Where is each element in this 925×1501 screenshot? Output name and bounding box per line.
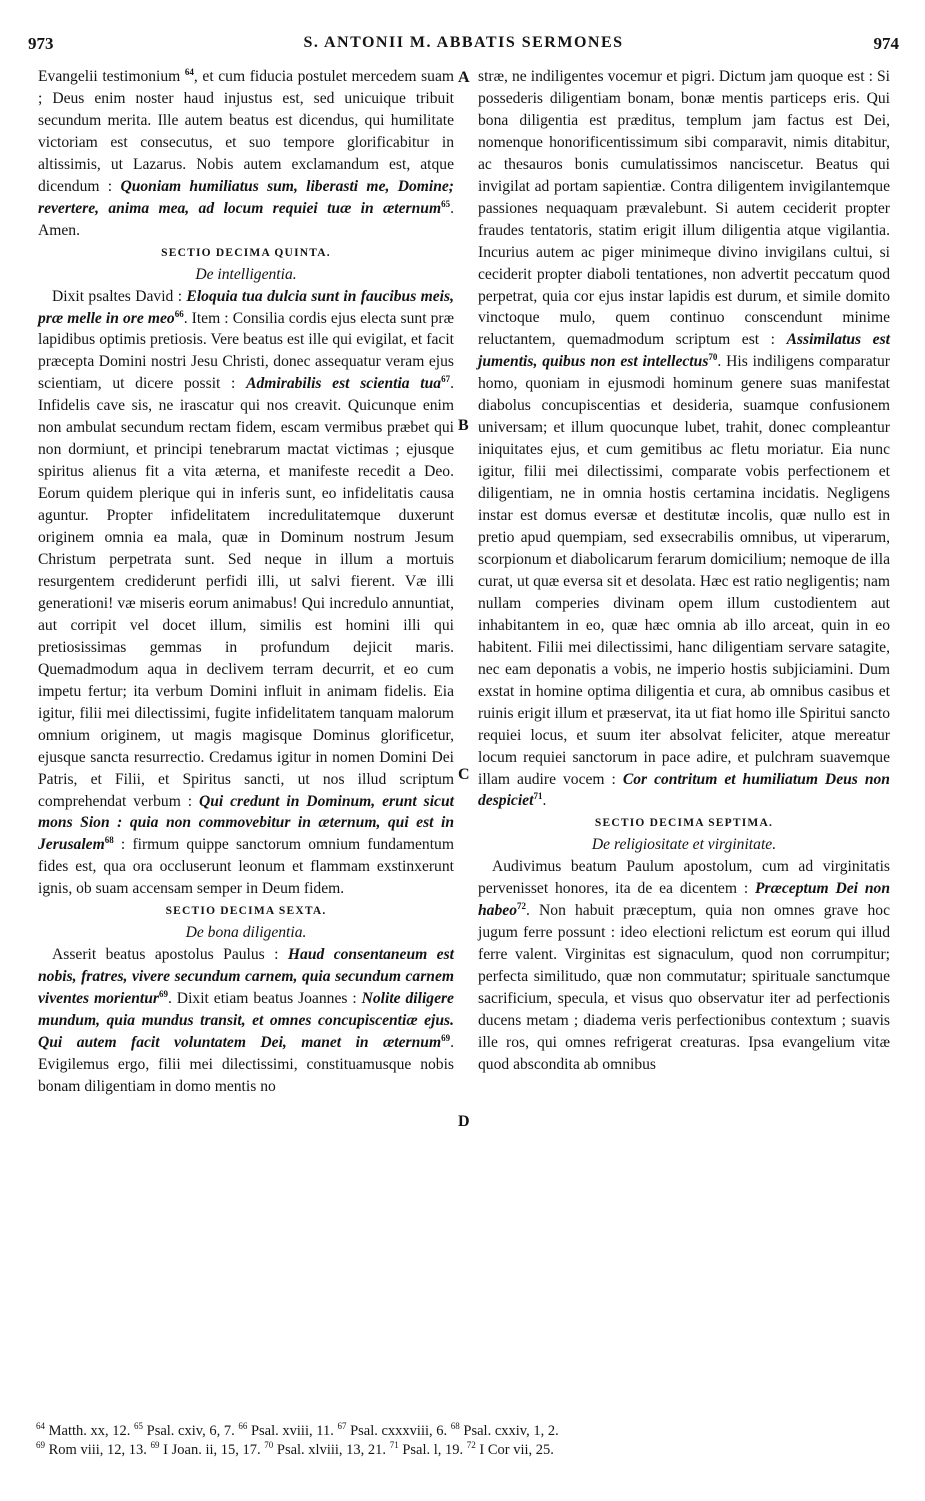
margin-letter-a: A [458,69,470,86]
text-run: . Dixit etiam beatus Joannes : [168,990,362,1008]
text-run: Audivimus beatum Paulum apostolum, cum ad virginitatis pervenisset honores, ita de ea dicentem : [478,858,890,898]
section-heading: SECTIO DECIMA QUINTA. [161,246,331,259]
text-run: Psal. xlviii, 13, 21. [273,1442,390,1458]
right-column [478,66,890,1076]
scripture-quote: Quoniam humiliatus sum, liberasti me, Domine; revertere, anima mea, ad locum requiei tuæ in æternum [38,177,454,217]
footnote-ref: 64 [184,66,194,77]
page-number-right: 974 [873,34,899,53]
footnote-ref: 67 [441,374,451,385]
text-run: . Item : Consilia cordis ejus electa sunt præ lapidibus optimis pretiosis. Vere beatus est ille qui evigilat, et facit præcepta Domini nostri Jesu Christi, donec assequatur veram ejus scientiam, ut dicere possit : [38,309,454,393]
footnote-number: 68 [450,1421,460,1432]
margin-letter-d: D [458,1113,470,1130]
footnote-number: 72 [466,1440,476,1451]
text-run: . Amen. [38,199,454,239]
footnote-ref: 70 [708,352,718,363]
footnote-line [36,1422,899,1441]
scripture-quote: Cor contritum et humiliatum Deus non despiciet [478,770,890,810]
footnote-ref: 69 [441,1032,451,1043]
paragraph [478,66,890,812]
footnote-ref: 72 [516,901,526,912]
scripture-quote: Assimilatus est jumentis, quibus non est intellectus [478,331,890,371]
section-heading: SECTIO DECIMA SEXTA. [165,905,327,918]
footnote-line [36,1441,899,1460]
text-run: . Infidelis cave sis, ne irascatur qui nos creavit. Quicunque enim non ambulat secundum rectam fidem, escam vermibus præbet qui non dormiunt, et principi tenebrarum mactat victimas ; ejusque spiritus alienus fit a vita æterna, et manifeste recedit a Deo. Eorum quidem plerique qui in inferis sunt, eo infidelitatis causa aguntur. Propter infidelitatem incredulitatemque duxerunt originem omnia ea mala, quæ in Dominum nostrum Jesum Christum perpetrata sunt. Sed neque in illum a mortuis resurgentem crediderunt perfidi illi, ut salvi fierent. Væ illi generationi! væ miseris eorum animabus! Qui incredulo annuntiat, aut corripit vel docet illum, similis est homini illi qui pretiosissimas gemmas in profundum dejicit maris. Quemadmodum aqua in declivem terram decurrit, et eo cum impetu fertur; ita verbum Domini influit in animam fidelis. Eia igitur, filii mei dilectissimi, fugite infidelitatem tanquam malorum omnium originem, ut magis magisque Dominus glorificetur, ejusque sancta resurrectio. Credamus igitur in nomen Domini Dei Patris, et Filii, et Spiritus sancti, ut nos illud scriptum comprehendat verbum : [38,375,454,810]
section-subtitle: De bona diligentia. [185,924,307,942]
text-run: . Evigilemus ergo, filii mei dilectissimi, constituamusque nobis bonam diligentiam in domo mentis no [38,1034,454,1095]
footnote-number: 69 [36,1440,45,1451]
footnotes [36,1422,899,1460]
running-title: S. ANTONII M. ABBATIS SERMONES [303,34,624,51]
scripture-quote: Eloquia tua dulcia sunt in faucibus meis, præ melle in ore meo [38,287,454,327]
text-run: . Non habuit præceptum, quia non omnes grave hoc jugum ferre possunt : ideo electioni relictum est eorum qui illud ferre valent. Virginitas est signaculum, quod non corrumpitur; perfecta similitudo, quæ non commutatur; spirituale sanctumque sacrificium, specula, et visus quo observatur iter ad perfectionis ducens metam ; diadema veris perfectionibus contextum ; suavis ille ros, qui omnes refrigerat creaturas. Ipsa evangelium vitæ quod abscondita ab omnibus [478,902,890,1073]
scripture-quote: Qui credunt in Dominum, erunt sicut mons Sion : quia non commovebitur in æternum, qui est in Jerusalem [38,792,454,854]
text-run: Psal. cxxiv, 1, 2. [459,1423,559,1439]
footnote-number: 66 [238,1421,248,1432]
text-run: stræ, ne indiligentes vocemur et pigri. Dictum jam quoque est : Si possederis diligentiam bonam, bonæ mentis particeps eris. Qui bona diligentia est præditus, templum jam factus est Dei, nomenque honorificentissimum sibi comparavit, nimis ditabitur, ac thesauros bonis cumulatissimos nanciscetur. Beatus qui invigilat ad portam sapientiæ. Contra diligentem invigilantemque passiones nequaquam prævalebunt. Si autem ceciderit propter fraudes tentatoris, statim erigit illum diligentia atque vigilantia. Incurius autem ac piger minimeque divino invigilans cultui, si ceciderit propter diaboli tentationes, non advertit peccatum quod perpetrat, quia cor ejus instar lapidis est durum, et simile domito vinctoque mulo, quem continuo conscendunt minime reluctantem, quemadmodum scriptum est : [478,68,890,349]
text-run: Psal. cxxxviii, 6. [346,1423,451,1439]
footnote-ref: 65 [441,198,451,209]
text-run: Psal. cxiv, 6, 7. [143,1423,239,1439]
text-run: . [542,792,547,810]
text-run: , et cum fiducia postulet mercedem suam ; Deus enim noster haud injustus est, sed unicuique tribuit secundum merita. Ille autem beatus est dicendus, qui humilitate victoriam est consecutus, et suo tempore glorificabitur in altissimis, ut Lazarus. Nobis autem exclamandum est, atque dicendum : [38,68,454,195]
footnote-number: 67 [337,1421,347,1432]
text-run: Psal. l, 19. [398,1442,467,1458]
section-heading: SECTIO DECIMA SEPTIMA. [594,817,774,830]
footnote-ref: 69 [159,988,168,999]
scripture-quote: Nolite diligere mundum, quia mundus transit, et omnes concupiscentiæ ejus. Qui autem facit voluntatem Dei, manet in æternum [38,990,454,1052]
text-run: I Joan. ii, 15, 17. [159,1442,265,1458]
footnote-number: 70 [264,1440,274,1451]
left-column [38,66,454,1098]
page-number-left: 973 [28,34,54,53]
running-header [28,34,899,60]
text-run: Matth. xx, 12. [45,1423,135,1439]
footnote-number: 65 [134,1421,144,1432]
text-run: Psal. xviii, 11. [247,1423,338,1439]
margin-letter-b: B [458,417,469,434]
text-run: Evangelii testimonium [38,68,185,85]
footnote-ref: 71 [533,791,543,802]
paragraph [478,856,890,1076]
footnote-number: 71 [389,1440,399,1451]
section-subtitle: De intelligentia. [195,265,297,283]
text-run: : firmum quippe sanctorum omnium fundamentum fides est, qua ora occluserunt leonum et flammam exstinxerunt ignis, ob suam accensam semper in Deum fidem. [38,836,454,898]
text-run: Rom viii, 12, 13. [45,1442,151,1458]
footnote-number: 64 [36,1421,45,1432]
paragraph [38,286,454,901]
text-run: Asserit beatus apostolus Paulus : [52,946,288,964]
text-run: . His indiligens comparatur homo, quoniam in ejusmodi hominum genere suas manifestat diabolus concupiscentias et desideria, suamque confusionem universam; et illum quocunque lubet, trahit, donec compleantur iniquitates ejus, et cum gemitibus ac fletu moriatur. Eia nunc igitur, filii mei dilectissimi, comparate vobis perfectionem et diligentiam, ne in omnia hostis certamina incidatis. Negligens instar est domus eversæ et destitutæ incolis, quæ nullo est in pretio apud quempiam, sed exsecrabilis omnibus, ut viperarum, scorpionum et diabolicarum ferarum domicilium; nemoque de illa curat, ut quæ eversa sit et desolata. Hæc est ratio negligentis; nam nullam comperies divinam opem illum custodientem aut inhabitantem in eo, quæ hæc omnia ab illo arceat, quin in eo habitent. Filii mei dilectissimi, hanc diligentiam servare satagite, nec eam deponatis a vobis, ne imperio hostis subjiciamini. Dum exstat in homine optima diligentia et cura, ab omnibus casibus et ruinis erigit illum et præservat, ita ut fiat homo ille Spiritui sancto requiei locus, et suum iter absolvat feliciter, atque mereatur locum requiei sanctorum in pace adire, et pulchram suavemque illam audire vocem : [478,353,890,788]
paragraph [38,944,454,1098]
scripture-quote: Haud consentaneum est nobis, fratres, vivere secundum carnem, quia secundum carnem viventes morientur [38,946,455,1008]
text-run: I Cor vii, 25. [475,1442,554,1458]
margin-letter-c: C [458,766,470,783]
scripture-quote: Præceptum Dei non habeo [478,880,890,920]
footnote-ref: 66 [174,308,184,319]
section-subtitle: De religiositate et virginitate. [591,836,777,854]
text-run: Dixit psaltes David : [52,287,187,305]
footnote-ref: 68 [104,835,114,846]
footnote-number: 69 [150,1440,160,1451]
paragraph [38,66,454,242]
scripture-quote: Admirabilis est scientia tua [246,375,442,393]
